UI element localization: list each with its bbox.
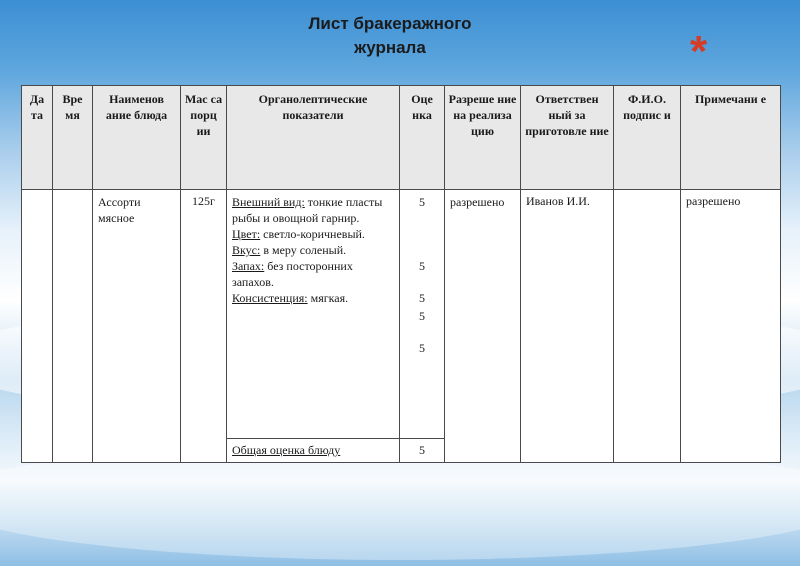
header-fio-signature: Ф.И.О. подпис и [614,86,681,190]
header-responsible: Ответствен ный за приготовле ние [521,86,614,190]
indicator-label: Внешний вид: [232,195,305,209]
rejection-log-table [21,85,781,463]
score-color: 5 [419,259,425,273]
total-label: Общая оценка блюду [232,443,341,457]
header-portion-mass: Мас са порц ии [181,86,227,190]
indicator-consistency [232,290,394,306]
indicator-label: Цвет: [232,227,261,241]
score-smell: 5 [419,309,425,323]
cell-total-label [227,439,400,463]
cell-date [22,190,53,463]
cell-indicators [227,190,400,439]
indicator-smell [232,258,394,290]
cell-fio-signature [614,190,681,463]
indicator-value: светло-коричневый. [263,227,365,241]
indicator-color [232,226,394,242]
cell-total-score: 5 [400,439,445,463]
header-organoleptic: Органолептические показатели [227,86,400,190]
indicator-value: в меру соленый. [263,243,347,257]
indicator-label: Консистенция: [232,291,308,305]
header-note: Примечани е [681,86,781,190]
cell-permission: разрешено [445,190,521,463]
cell-dish-name: Ассорти мясное [93,190,181,463]
header-dish-name: Наименов ание блюда [93,86,181,190]
indicator-value: без посторонних запахов. [232,259,353,289]
indicator-label: Вкус: [232,243,261,257]
score-taste: 5 [419,291,425,305]
indicator-taste [232,242,394,258]
header-date: Да та [22,86,53,190]
header-score: Оце нка [400,86,445,190]
indicator-value: мягкая. [310,291,349,305]
title-line-1: Лист бракеражного [308,14,472,33]
score-consistency: 5 [419,341,425,355]
header-time: Вре мя [53,86,93,190]
cell-portion-mass: 125г [181,190,227,463]
cell-scores [400,190,445,439]
page-title [230,12,550,60]
cell-time [53,190,93,463]
score-appearance: 5 [419,195,425,209]
table-row [22,190,781,439]
header-permission: Разреше ние на реализа цию [445,86,521,190]
cell-note: разрешено [681,190,781,463]
indicator-label: Запах: [232,259,265,273]
cell-responsible: Иванов И.И. [521,190,614,463]
title-line-2: журнала [354,38,426,57]
header-row [22,86,781,190]
asterisk-icon: * [690,27,708,76]
indicator-appearance [232,194,394,226]
indicator-value: тонкие пласты рыбы и овощной гарнир. [232,195,383,225]
